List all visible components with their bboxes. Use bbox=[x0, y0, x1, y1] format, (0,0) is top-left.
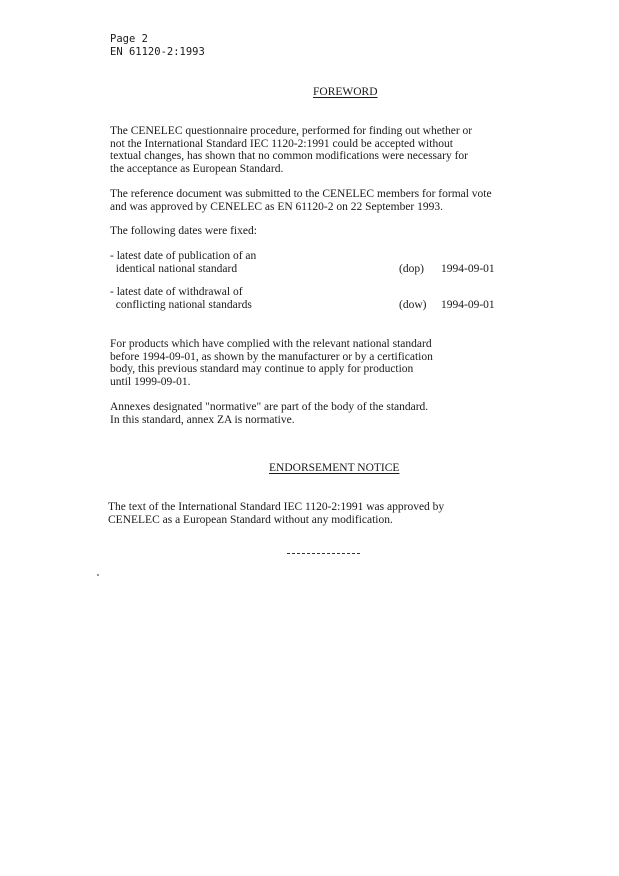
dates-item-line1: - latest date of withdrawal of bbox=[110, 286, 243, 298]
foreword-para4-line: In this standard, annex ZA is normative. bbox=[110, 413, 295, 426]
foreword-para3-line: until 1999-09-01. bbox=[110, 375, 191, 388]
dates-item-line2: identical national standard bbox=[110, 262, 238, 275]
foreword-para1-line: the acceptance as European Standard. bbox=[110, 162, 284, 175]
foreword-para3-line: body, this previous standard may continue to apply for production bbox=[110, 363, 414, 375]
page-number: Page 2 bbox=[110, 33, 148, 45]
dates-intro: The following dates were fixed: bbox=[110, 225, 257, 237]
dates-item-code: (dop) bbox=[399, 262, 424, 275]
foreword-para1-line: The CENELEC questionnaire procedure, performed for finding out whether or bbox=[110, 125, 473, 137]
foreword-para1-line: textual changes, has shown that no common modifications were necessary for bbox=[110, 150, 468, 162]
dates-item-code: (dow) bbox=[399, 298, 427, 311]
dates-item-date: 1994-09-01 bbox=[441, 298, 495, 311]
dates-item-line1: - latest date of publication of an bbox=[110, 250, 257, 262]
endorsement-line: CENELEC as a European Standard without any modification. bbox=[108, 513, 393, 526]
foreword-para2-line: and was approved by CENELEC as EN 61120-2 on 22 September 1993. bbox=[110, 200, 444, 213]
dates-item-date: 1994-09-01 bbox=[441, 262, 495, 275]
scan-speck bbox=[97, 574, 99, 576]
dates-item-line2: conflicting national standards bbox=[110, 298, 252, 311]
foreword-para4-line: Annexes designated "normative" are part of the body of the standard. bbox=[110, 401, 429, 413]
dates-list-item bbox=[110, 250, 530, 276]
standard-id: EN 61120-2:1993 bbox=[110, 46, 205, 58]
closing-separator bbox=[287, 553, 360, 554]
foreword-para3-line: before 1994-09-01, as shown by the manufacturer or by a certification bbox=[110, 350, 433, 363]
foreword-para2-line: The reference document was submitted to the CENELEC members for formal vote bbox=[110, 188, 492, 200]
dates-list-item bbox=[110, 286, 530, 312]
foreword-para1-line: not the International Standard IEC 1120-2:1991 could be accepted without bbox=[110, 137, 453, 150]
endorsement-heading: ENDORSEMENT NOTICE bbox=[269, 462, 400, 474]
foreword-heading: FOREWORD bbox=[313, 86, 378, 98]
foreword-para3-line: For products which have complied with the relevant national standard bbox=[110, 338, 432, 350]
endorsement-line: The text of the International Standard IEC 1120-2:1991 was approved by bbox=[108, 501, 445, 513]
